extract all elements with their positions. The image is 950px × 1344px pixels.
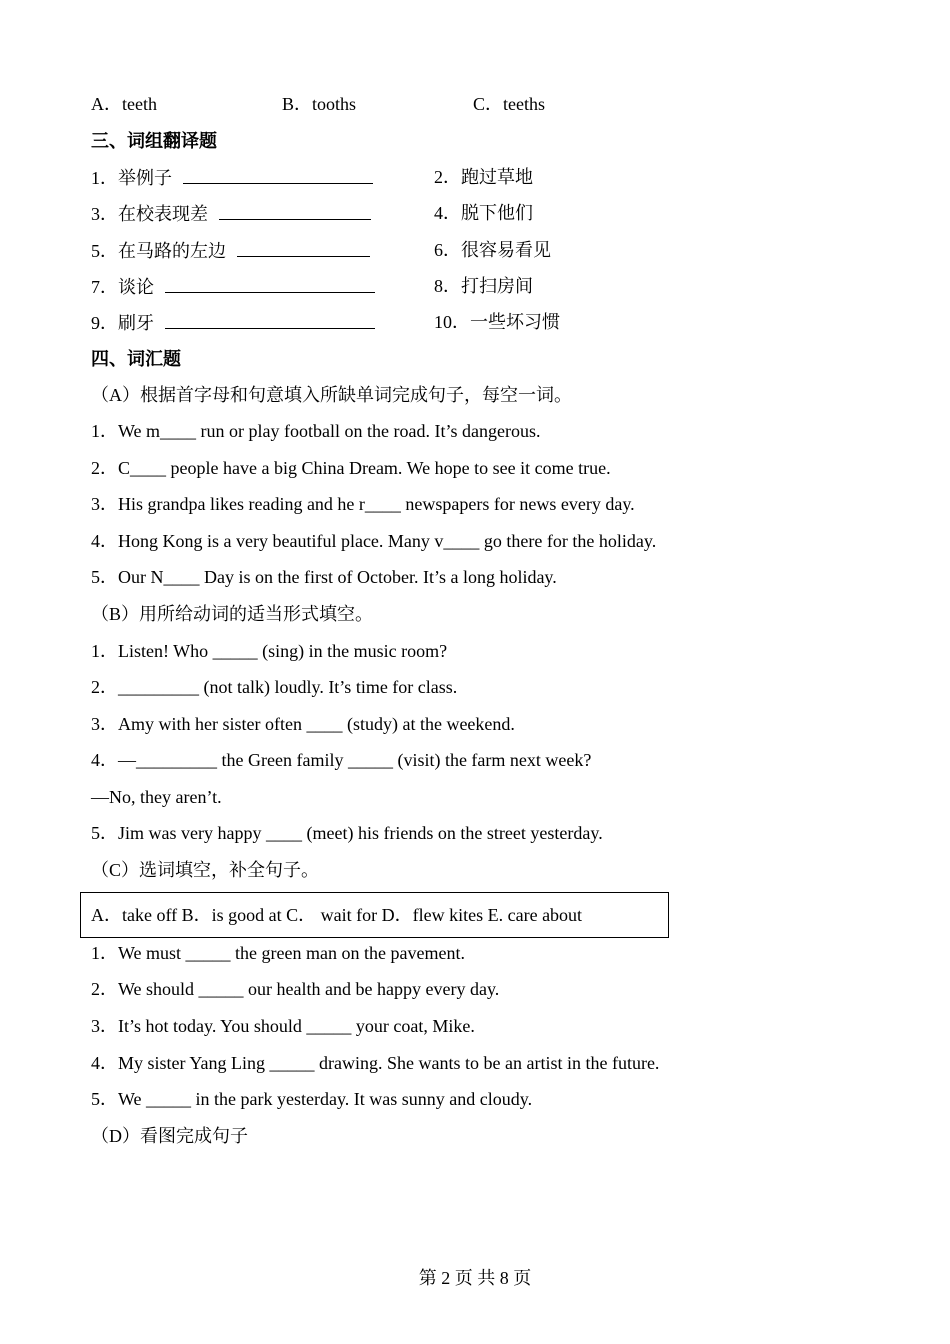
part-b-item-4-answer bbox=[91, 785, 222, 809]
item-number: 7． bbox=[91, 277, 118, 297]
item-text: 打扫房间 bbox=[461, 276, 533, 296]
item-number: 9． bbox=[91, 313, 118, 333]
item-number: 6． bbox=[434, 240, 461, 260]
part-b-item-3 bbox=[91, 712, 515, 736]
part-c-item-3 bbox=[91, 1014, 475, 1038]
item-text: Listen! Who _____ (sing) in the music room? bbox=[118, 641, 448, 661]
part-c-item-4 bbox=[91, 1051, 659, 1075]
item-number: 1． bbox=[91, 168, 118, 188]
translation-item-7 bbox=[91, 274, 375, 299]
item-text: —No, they aren’t. bbox=[91, 787, 222, 807]
part-a-item-1 bbox=[91, 419, 540, 443]
item-number: 2． bbox=[91, 677, 118, 697]
item-number: 4． bbox=[434, 203, 461, 223]
item-text: 很容易看见 bbox=[461, 240, 551, 260]
translation-item-9 bbox=[91, 310, 375, 335]
word-bank-text: A．take off B．is good at C． wait for D．flew kites E. care about bbox=[91, 905, 583, 925]
item-text: C bbox=[118, 458, 131, 478]
answer-blank[interactable]: ____ bbox=[130, 458, 167, 478]
item-number: 4． bbox=[91, 1053, 118, 1073]
translation-item-10 bbox=[434, 310, 560, 334]
answer-blank[interactable] bbox=[165, 274, 375, 293]
item-text: Day is on the first of October. It’s a long holiday. bbox=[199, 567, 557, 587]
option-letter: C． bbox=[473, 94, 504, 114]
item-number: 5． bbox=[91, 1089, 118, 1109]
item-text: 举例子 bbox=[118, 168, 172, 188]
answer-blank[interactable]: ____ bbox=[160, 421, 197, 441]
answer-blank[interactable]: ____ bbox=[364, 494, 401, 514]
translation-item-6 bbox=[434, 238, 551, 262]
option-letter: B． bbox=[282, 94, 313, 114]
item-number: 5． bbox=[91, 567, 118, 587]
part-c-item-5 bbox=[91, 1087, 532, 1111]
item-number: 5． bbox=[91, 823, 118, 843]
part-a-instruction: （A）根据首字母和句意填入所缺单词完成句子，每空一词。 bbox=[91, 385, 572, 405]
part-d-instruction: （D）看图完成句子 bbox=[91, 1126, 248, 1146]
translation-item-3 bbox=[91, 201, 371, 226]
item-text: newspapers for news every day. bbox=[400, 494, 635, 514]
word-bank-box bbox=[80, 892, 669, 938]
item-number: 5． bbox=[91, 241, 118, 261]
item-number: 4． bbox=[91, 531, 118, 551]
item-number: 8． bbox=[434, 276, 461, 296]
item-text: 在马路的左边 bbox=[118, 241, 226, 261]
item-text: _________ (not talk) loudly. It’s time for class. bbox=[118, 677, 458, 697]
option-b bbox=[282, 92, 356, 116]
item-text: people have a big China Dream. We hope to see it come true. bbox=[166, 458, 611, 478]
part-b-item-2 bbox=[91, 675, 457, 699]
item-text: Jim was very happy ____ (meet) his friends on the street yesterday. bbox=[118, 823, 603, 843]
item-text: 一些坏习惯 bbox=[470, 312, 560, 332]
item-text: Our N bbox=[118, 567, 164, 587]
item-text: We must _____ the green man on the pavement. bbox=[118, 943, 465, 963]
item-number: 2． bbox=[91, 458, 118, 478]
translation-item-4 bbox=[434, 201, 533, 225]
item-text: My sister Yang Ling _____ drawing. She wants to be an artist in the future. bbox=[118, 1053, 660, 1073]
option-text: teeths bbox=[503, 94, 546, 114]
part-b-item-5 bbox=[91, 821, 603, 845]
part-a-item-2 bbox=[91, 456, 611, 480]
answer-blank[interactable] bbox=[165, 310, 375, 329]
item-text: Amy with her sister often ____ (study) at the weekend. bbox=[118, 714, 515, 734]
item-text: We m bbox=[118, 421, 161, 441]
answer-blank[interactable] bbox=[237, 238, 370, 257]
part-b-instruction: （B）用所给动词的适当形式填空。 bbox=[91, 604, 374, 624]
part-a-item-4 bbox=[91, 529, 656, 553]
option-a bbox=[91, 92, 157, 116]
translation-item-5 bbox=[91, 238, 370, 263]
answer-blank[interactable]: ____ bbox=[163, 567, 200, 587]
item-number: 3． bbox=[91, 1016, 118, 1036]
translation-item-8 bbox=[434, 274, 533, 298]
part-b-item-4 bbox=[91, 748, 591, 772]
translation-item-2 bbox=[434, 165, 533, 189]
item-text: His grandpa likes reading and he r bbox=[118, 494, 365, 514]
translation-item-1 bbox=[91, 165, 373, 190]
answer-blank[interactable] bbox=[219, 201, 371, 220]
option-text: teeth bbox=[122, 94, 157, 114]
item-text: 跑过草地 bbox=[461, 167, 533, 187]
item-text: It’s hot today. You should _____ your coat, Mike. bbox=[118, 1016, 475, 1036]
item-number: 10． bbox=[434, 312, 470, 332]
item-text: 谈论 bbox=[118, 277, 154, 297]
option-text: tooths bbox=[312, 94, 357, 114]
item-text: run or play football on the road. It’s dangerous. bbox=[196, 421, 541, 441]
item-number: 1． bbox=[91, 421, 118, 441]
item-text: 在校表现差 bbox=[118, 204, 208, 224]
item-number: 4． bbox=[91, 750, 118, 770]
answer-blank[interactable] bbox=[183, 165, 373, 184]
item-number: 1． bbox=[91, 641, 118, 661]
part-c-item-1 bbox=[91, 941, 465, 965]
part-c-item-2 bbox=[91, 977, 499, 1001]
part-a-item-3 bbox=[91, 492, 635, 516]
section-4-title: 四、词汇题 bbox=[91, 349, 181, 369]
option-letter: A． bbox=[91, 94, 122, 114]
item-text: Hong Kong is a very beautiful place. Many v bbox=[118, 531, 444, 551]
item-text: 脱下他们 bbox=[461, 203, 533, 223]
part-c-instruction: （C）选词填空，补全句子。 bbox=[91, 860, 320, 880]
page-number-footer: 第 2 页 共 8 页 bbox=[418, 1268, 532, 1288]
option-c bbox=[473, 92, 545, 116]
item-text: go there for the holiday. bbox=[479, 531, 657, 551]
item-text: —_________ the Green family _____ (visit) the farm next week? bbox=[118, 750, 592, 770]
item-number: 3． bbox=[91, 714, 118, 734]
part-b-item-1 bbox=[91, 639, 447, 663]
item-number: 1． bbox=[91, 943, 118, 963]
section-3-title: 三、词组翻译题 bbox=[91, 131, 217, 151]
answer-blank[interactable]: ____ bbox=[443, 531, 480, 551]
item-number: 2． bbox=[434, 167, 461, 187]
part-a-item-5 bbox=[91, 565, 557, 589]
item-text: 刷牙 bbox=[118, 313, 154, 333]
item-text: We _____ in the park yesterday. It was sunny and cloudy. bbox=[118, 1089, 533, 1109]
item-number: 3． bbox=[91, 494, 118, 514]
item-number: 3． bbox=[91, 204, 118, 224]
item-number: 2． bbox=[91, 979, 118, 999]
item-text: We should _____ our health and be happy every day. bbox=[118, 979, 500, 999]
